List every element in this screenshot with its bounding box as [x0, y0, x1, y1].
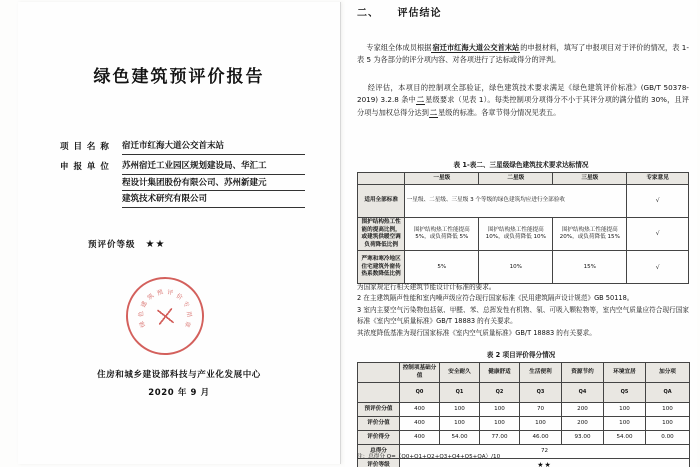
t2-h0 — [358, 363, 400, 383]
t1-r1-lead: 围护结构热工性能的提高比例，或建筑供暖空调负荷降低比例 — [358, 218, 405, 251]
t2-r1-v3: 100 — [520, 417, 562, 431]
t2-r2-v6: 0.00 — [646, 431, 690, 445]
t2-h6: 环境宜居 — [604, 363, 646, 383]
field-value-line: 苏州宿迁工业园区规划建设局、华汇工 — [122, 160, 305, 175]
table-row — [358, 383, 690, 403]
t1-r0-lead: 适用全部标准 — [358, 185, 405, 218]
field-label: 项 目 名 称 — [60, 142, 110, 152]
t1-r2-check: √ — [627, 251, 689, 284]
table1-caption: 表 1-表二、三星级绿色建筑技术要求达标情况 — [453, 161, 589, 169]
para2-star1: 二 — [416, 95, 425, 105]
field-value: 宿迁市红海大道公交首末站 — [122, 140, 305, 155]
table-row — [358, 363, 690, 383]
cover-grade — [88, 238, 165, 250]
t1-r1-c1: 围护结构热工性能提高 10%，或负荷降低 10% — [479, 218, 553, 251]
paragraph-1 — [357, 42, 689, 67]
t2-r2-v2: 77.00 — [480, 431, 520, 445]
para2-post: 星级的标准。各章节得分情况见表五。 — [438, 107, 561, 117]
para2-star2: 二 — [429, 107, 438, 117]
grade-label: 预评价等级 — [88, 240, 136, 250]
t2-s3: Q2 — [480, 383, 520, 403]
field-applicant-unit — [60, 160, 305, 211]
t2-grade-value: ★★ — [400, 459, 690, 467]
table-technical-requirements — [357, 172, 689, 284]
section-title: 评估结论 — [397, 8, 442, 19]
mid-para-3: 其浓度降低基准为现行国家标准《室内空气质量标准》GB/T 18883 的有关要求。 — [357, 328, 596, 337]
t1-r0-check: √ — [627, 185, 689, 218]
t2-s0 — [358, 383, 400, 403]
t2-s6: Q5 — [604, 383, 646, 403]
field-value-line: 程设计集团股份有限公司、苏州新建元 — [122, 177, 305, 192]
mid-para-0: 为国家规定行相关建筑节能设计计标准的要求。 — [357, 283, 496, 291]
t2-total-value: 72 — [400, 445, 690, 459]
t1-r2-lead: 严寒和寒冷地区住宅建筑外窗传热系数降低比例 — [358, 251, 405, 284]
t2-r0-v5: 100 — [604, 403, 646, 417]
t1-r0-merged: 一星级、二星级、三星级 3 个等级的绿色建筑均应进行全部验收 — [405, 185, 627, 218]
t2-total-label: 总得分 — [358, 445, 400, 459]
t2-grade-label: 评价等级 — [358, 459, 400, 467]
t2-s7: QA — [646, 383, 690, 403]
t2-r2-v4: 93.00 — [562, 431, 604, 445]
cover-footer — [18, 366, 340, 402]
t1-h1: 一星级 — [405, 173, 479, 185]
field-label: 申 报 单 位 — [60, 162, 110, 172]
para2-mid: 星级要求（见表 1）。每类控制项分项得分不小于其评分项的满分值的 30%，且评分项与加权总得分达到 — [357, 95, 689, 117]
para1-project: 宿迁市红海大道公交首末站 — [432, 43, 520, 52]
table-row — [358, 185, 689, 218]
seal-text: 绿 色 建 筑 预 评 价 专 用 章 — [137, 288, 193, 329]
section-heading — [357, 8, 441, 19]
table-row — [358, 403, 690, 417]
table-row — [358, 173, 689, 185]
table-row — [358, 417, 690, 431]
t2-r2-v3: 46.00 — [520, 431, 562, 445]
para2-pre: 经评估，本项目的控制项全部验证，绿色建筑技术要求满足《绿色建筑评价标准》(GB/T 50378-2019) 3.2.8 条中 — [357, 83, 689, 105]
table-row — [358, 251, 689, 284]
field-value-line: 建筑技术研究有限公司 — [122, 193, 305, 208]
t2-r0-v4: 200 — [562, 403, 604, 417]
issuer-name: 住房和城乡建设部科技与产业化发展中心 — [97, 370, 261, 380]
t2-r1-v2: 100 — [480, 417, 520, 431]
field-value — [122, 160, 305, 211]
t1-h4: 专家意见 — [627, 173, 689, 185]
t1-r2-c0: 5% — [405, 251, 479, 284]
para1-post: 的申报材料，填写了申报项目对于评价的情况，表 1-表 5 为各部分的评分项内容、对各项进行了达标或得分的评判。 — [357, 43, 689, 65]
mid-paragraphs — [357, 282, 689, 339]
paragraph-2 — [357, 82, 689, 119]
t2-r0-v1: 100 — [440, 403, 480, 417]
t2-h5: 资源节约 — [562, 363, 604, 383]
t1-h2: 二星级 — [479, 173, 553, 185]
t2-h4: 生活便利 — [520, 363, 562, 383]
t1-r1-c2: 围护结构热工性能提高 20%，或负荷降低 15% — [553, 218, 627, 251]
t2-h2: 安全耐久 — [440, 363, 480, 383]
cover-title: 绿色建筑预评价报告 — [93, 67, 265, 87]
para1-pre: 专家组全体成员根据 — [366, 43, 432, 52]
t2-r2-v0: 400 — [400, 431, 440, 445]
official-seal-icon — [122, 273, 209, 360]
t2-r0-v3: 70 — [520, 403, 562, 417]
table2-note: 注：总得分 Q=（Q0+Q1+Q2+Q3+Q4+Q5+QA）/10 — [357, 454, 501, 460]
t2-s2: Q1 — [440, 383, 480, 403]
table-row — [358, 218, 689, 251]
t2-r0-v0: 400 — [400, 403, 440, 417]
t2-r1-v5: 100 — [604, 417, 646, 431]
t2-h7: 加分项 — [646, 363, 690, 383]
cover-fields — [60, 140, 305, 216]
t2-r1-v4: 200 — [562, 417, 604, 431]
cover-sheet — [18, 2, 341, 464]
mid-para-1: 2 在主建筑隔声性能和室内噪声级应符合现行国家标准《民用建筑隔声设计规范》GB 50118。 — [357, 294, 634, 303]
t2-r0-label: 预评价分值 — [358, 403, 400, 417]
table2-caption: 表 2 项目评价得分情况 — [486, 351, 556, 359]
t2-h3: 健康舒适 — [480, 363, 520, 383]
t2-r1-v6: 100 — [646, 417, 690, 431]
mid-para-2: 3 室内主要空气污染物包括氨、甲醛、苯、总挥发性有机物、氡、可吸入颗粒物等，室内空气质量应符合现行国家标准《室内空气质量标准》GB/T 18883 的有关要求。 — [357, 305, 689, 326]
field-project-name — [60, 140, 305, 155]
section-number: 二、 — [357, 8, 379, 19]
t1-r2-c2: 15% — [553, 251, 627, 284]
t2-s5: Q4 — [562, 383, 604, 403]
t2-r2-label: 评价得分 — [358, 431, 400, 445]
t2-r2-v5: 54.00 — [604, 431, 646, 445]
content-sheet — [345, 0, 697, 467]
grade-stars: ★★ — [145, 238, 166, 250]
t2-r0-v2: 100 — [480, 403, 520, 417]
t2-r1-v1: 100 — [440, 417, 480, 431]
t2-s4: Q3 — [520, 383, 562, 403]
t2-r1-v0: 400 — [400, 417, 440, 431]
t2-r2-v1: 54.00 — [440, 431, 480, 445]
t2-r0-v6: 100 — [646, 403, 690, 417]
issue-date: 2020 年 9 月 — [148, 388, 210, 398]
t1-r1-check: √ — [627, 218, 689, 251]
t1-r2-c1: 10% — [479, 251, 553, 284]
t1-h3: 三星级 — [553, 173, 627, 185]
table-row — [358, 431, 690, 445]
t2-h1: 控制项基础分值 — [400, 363, 440, 383]
t2-r1-label: 评价分值 — [358, 417, 400, 431]
t2-s1: Q0 — [400, 383, 440, 403]
t1-r1-c0: 围护结构热工性能提高 5%，或负荷降低 5% — [405, 218, 479, 251]
t1-h0 — [358, 173, 405, 185]
